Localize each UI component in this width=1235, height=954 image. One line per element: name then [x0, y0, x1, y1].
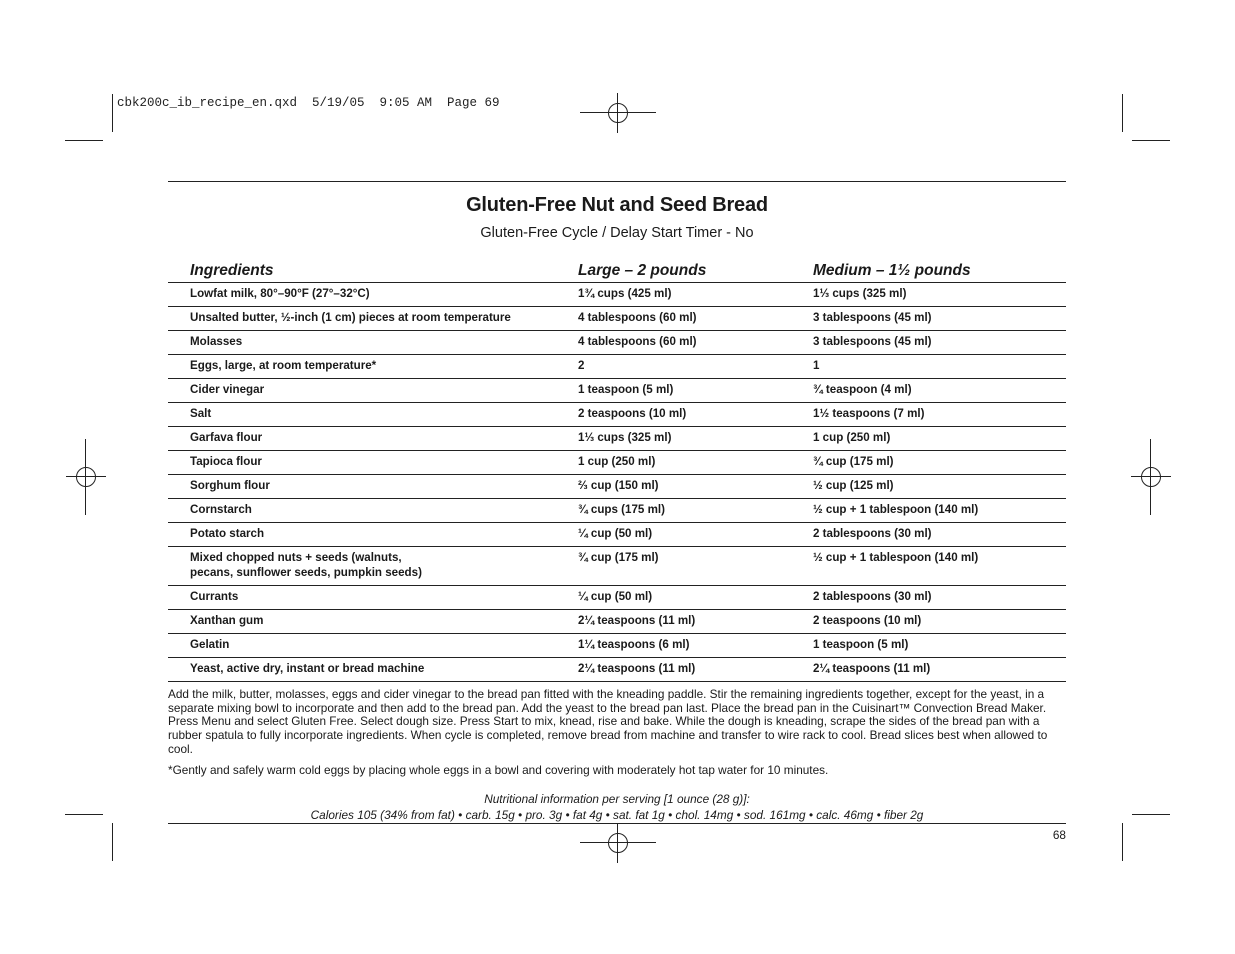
- crop-mark: [1132, 814, 1170, 815]
- large-amount-cell: ¼ cup (50 ml): [578, 586, 813, 610]
- medium-amount-cell: 1 cup (250 ml): [813, 427, 1066, 451]
- table-row: [168, 547, 1066, 586]
- large-amount-cell: ¾ cup (175 ml): [578, 547, 813, 586]
- large-amount-cell: 2¼ teaspoons (11 ml): [578, 658, 813, 682]
- table-row: [168, 499, 1066, 523]
- ingredient-cell: Potato starch: [168, 523, 578, 547]
- ingredient-cell: Eggs, large, at room temperature*: [168, 355, 578, 379]
- ingredient-cell: Molasses: [168, 331, 578, 355]
- crop-mark: [65, 814, 103, 815]
- table-row: [168, 451, 1066, 475]
- medium-amount-cell: 2¼ teaspoons (11 ml): [813, 658, 1066, 682]
- footnote: *Gently and safely warm cold eggs by placing whole eggs in a bowl and covering with moderately hot tap water for 10 minutes.: [168, 762, 829, 777]
- medium-amount-cell: ½ cup + 1 tablespoon (140 ml): [813, 499, 1066, 523]
- ingredient-cell: Yeast, active dry, instant or bread machine: [168, 658, 578, 682]
- table-row: [168, 403, 1066, 427]
- large-amount-cell: ¼ cup (50 ml): [578, 523, 813, 547]
- large-amount-cell: 1¾ cups (425 ml): [578, 283, 813, 307]
- ingredient-cell: Cider vinegar: [168, 379, 578, 403]
- ingredient-cell: Cornstarch: [168, 499, 578, 523]
- table-row: [168, 355, 1066, 379]
- ingredient-cell: Lowfat milk, 80°–90°F (27°–32°C): [168, 283, 578, 307]
- medium-amount-cell: 2 tablespoons (30 ml): [813, 523, 1066, 547]
- table-row: [168, 475, 1066, 499]
- page-number: 68: [1052, 827, 1066, 842]
- ingredient-cell: Currants: [168, 586, 578, 610]
- large-amount-cell: 1 teaspoon (5 ml): [578, 379, 813, 403]
- header-large: Large – 2 pounds: [578, 260, 813, 283]
- ingredient-cell: Mixed chopped nuts + seeds (walnuts, pecans, sunflower seeds, pumpkin seeds): [168, 547, 578, 586]
- large-amount-cell: 2: [578, 355, 813, 379]
- print-slug: cbk200c_ib_recipe_en.qxd 5/19/05 9:05 AM Page 69: [117, 96, 500, 110]
- table-row: [168, 283, 1066, 307]
- recipe-subtitle: Gluten-Free Cycle / Delay Start Timer - No: [480, 225, 754, 241]
- table-row: [168, 610, 1066, 634]
- ingredient-cell: Salt: [168, 403, 578, 427]
- recipe-title: Gluten-Free Nut and Seed Bread: [466, 194, 768, 216]
- medium-amount-cell: 1: [813, 355, 1066, 379]
- crop-mark: [65, 140, 103, 141]
- large-amount-cell: 4 tablespoons (60 ml): [578, 331, 813, 355]
- medium-amount-cell: ½ cup + 1 tablespoon (140 ml): [813, 547, 1066, 586]
- nutrition-info: [168, 791, 1066, 823]
- ingredient-rows: [168, 283, 1066, 682]
- registration-mark-top: [580, 93, 656, 133]
- crop-mark: [112, 94, 113, 132]
- nutrition-heading: Nutritional information per serving [1 ounce (28 g)]:: [484, 791, 750, 806]
- medium-amount-cell: 3 tablespoons (45 ml): [813, 331, 1066, 355]
- large-amount-cell: 1¼ teaspoons (6 ml): [578, 634, 813, 658]
- ingredient-cell: Gelatin: [168, 634, 578, 658]
- recipe-page: [168, 181, 1066, 842]
- header-ingredients: Ingredients: [168, 260, 578, 283]
- medium-amount-cell: ½ cup (125 ml): [813, 475, 1066, 499]
- medium-amount-cell: 1 teaspoon (5 ml): [813, 634, 1066, 658]
- large-amount-cell: ⅔ cup (150 ml): [578, 475, 813, 499]
- table-header-row: [168, 260, 1066, 283]
- ingredient-cell: Xanthan gum: [168, 610, 578, 634]
- medium-amount-cell: ¾ teaspoon (4 ml): [813, 379, 1066, 403]
- ingredient-cell: Garfava flour: [168, 427, 578, 451]
- registration-mark-left: [66, 439, 106, 515]
- large-amount-cell: 2¼ teaspoons (11 ml): [578, 610, 813, 634]
- medium-amount-cell: 1⅓ cups (325 ml): [813, 283, 1066, 307]
- table-row: [168, 379, 1066, 403]
- medium-amount-cell: 1½ teaspoons (7 ml): [813, 403, 1066, 427]
- medium-amount-cell: ¾ cup (175 ml): [813, 451, 1066, 475]
- ingredient-cell: Unsalted butter, ½-inch (1 cm) pieces at room temperature: [168, 307, 578, 331]
- crop-mark: [1122, 823, 1123, 861]
- crop-mark: [1122, 94, 1123, 132]
- crop-mark: [1132, 140, 1170, 141]
- medium-amount-cell: 3 tablespoons (45 ml): [813, 307, 1066, 331]
- table-row: [168, 307, 1066, 331]
- table-row: [168, 427, 1066, 451]
- large-amount-cell: 2 teaspoons (10 ml): [578, 403, 813, 427]
- ingredients-table: [168, 260, 1066, 682]
- table-row: [168, 331, 1066, 355]
- table-row: [168, 658, 1066, 682]
- medium-amount-cell: 2 teaspoons (10 ml): [813, 610, 1066, 634]
- large-amount-cell: 1 cup (250 ml): [578, 451, 813, 475]
- registration-mark-right: [1131, 439, 1171, 515]
- table-row: [168, 586, 1066, 610]
- table-row: [168, 523, 1066, 547]
- nutrition-values: Calories 105 (34% from fat) • carb. 15g • pro. 3g • fat 4g • sat. fat 1g • chol. 14mg • sod. 161mg • calc. 46mg • fiber 2g: [310, 807, 924, 822]
- header-medium: Medium – 1½ pounds: [813, 260, 1066, 283]
- table-row: [168, 634, 1066, 658]
- large-amount-cell: 1⅓ cups (325 ml): [578, 427, 813, 451]
- large-amount-cell: ¾ cups (175 ml): [578, 499, 813, 523]
- medium-amount-cell: 2 tablespoons (30 ml): [813, 586, 1066, 610]
- top-rule: [168, 181, 1066, 182]
- ingredient-cell: Sorghum flour: [168, 475, 578, 499]
- ingredient-cell: Tapioca flour: [168, 451, 578, 475]
- instructions-text: Add the milk, butter, molasses, eggs and cider vinegar to the bread pan fitted with the kneading paddle. Stir the remaining ingredients together, except for the yeast, in a separate mixing bowl to incorporate and then add to the bread pan. Add the yeast to the bread pan last. Place the bread pan in the Cuisinart™ Convection Bread Maker. Press Menu and select Gluten Free. Select dough size. Press Start to mix, knead, rise and bake. While the dough is kneading, scrape the sides of the bread pan with a rubber spatula to fully incorporate ingredients. When cycle is completed, remove bread from machine and transfer to wire rack to cool. Bread slices best when allowed to cool.: [168, 687, 1048, 756]
- bottom-rule: [168, 823, 1066, 824]
- large-amount-cell: 4 tablespoons (60 ml): [578, 307, 813, 331]
- crop-mark: [112, 823, 113, 861]
